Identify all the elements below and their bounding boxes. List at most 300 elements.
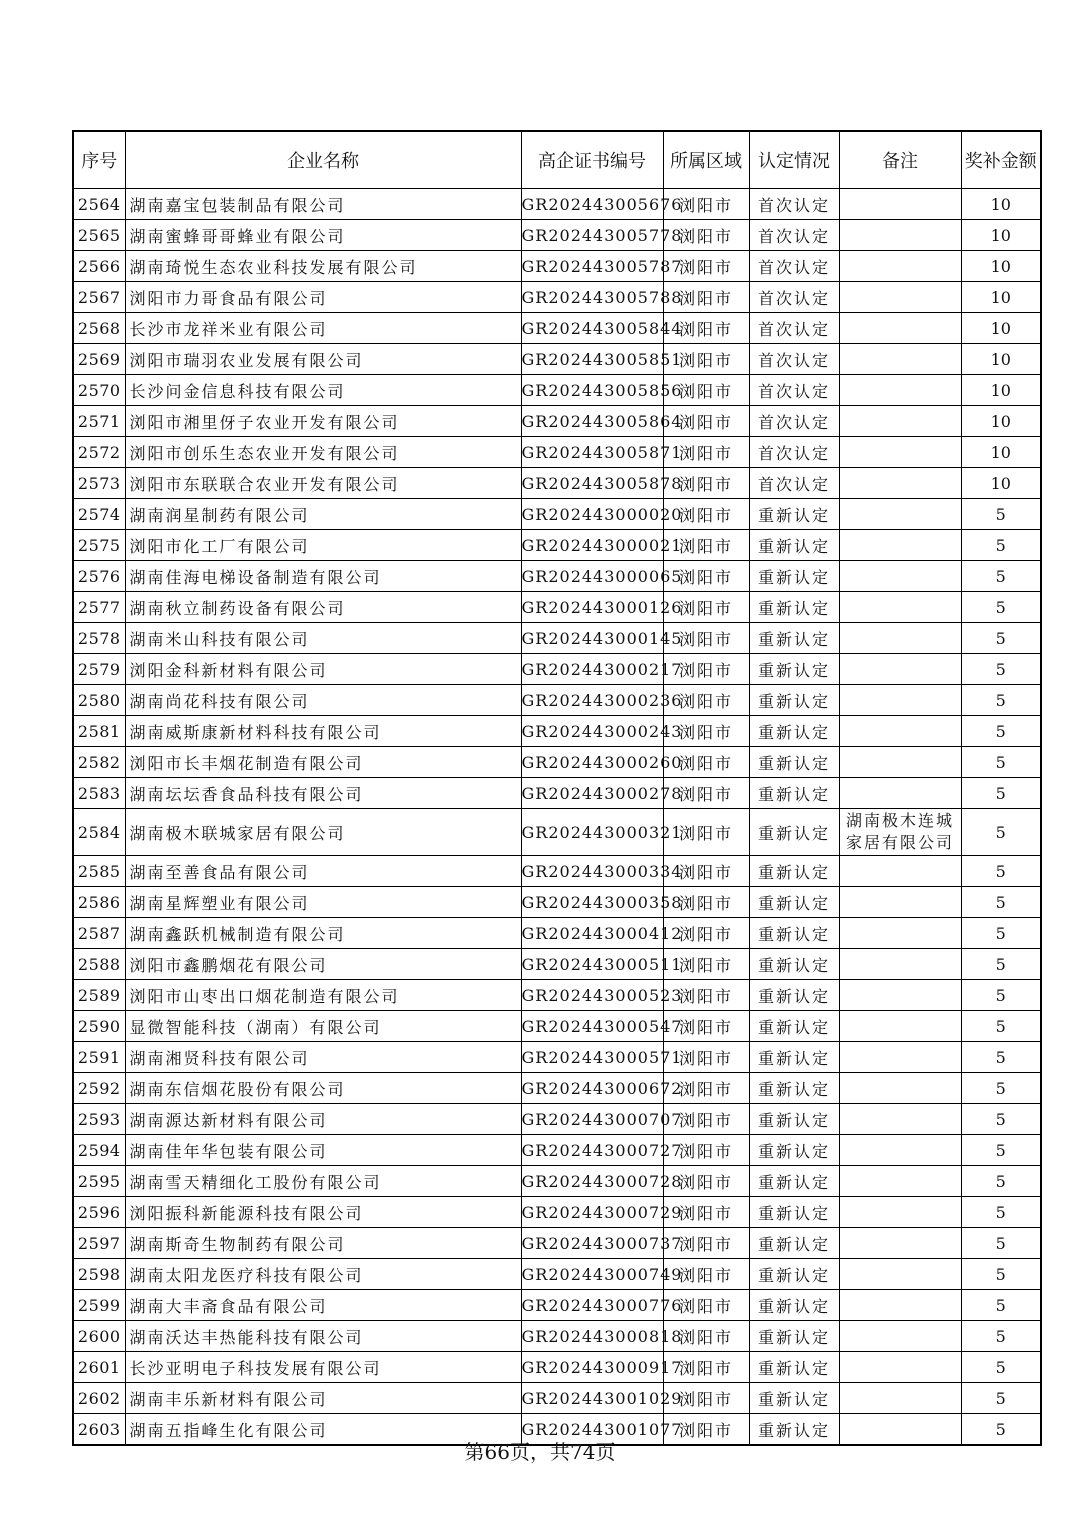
cell-company-name: 湖南鑫跃机械制造有限公司	[125, 918, 521, 949]
table-row	[73, 887, 1041, 918]
header-company-name: 企业名称	[125, 131, 521, 189]
cell-company-name: 湖南斯奇生物制药有限公司	[125, 1228, 521, 1259]
cell-subsidy-amount: 5	[961, 1011, 1041, 1042]
cell-certificate-no: GR202443005844	[521, 313, 663, 344]
cell-serial-no: 2566	[73, 251, 125, 282]
cell-remarks	[839, 980, 961, 1011]
cell-subsidy-amount: 5	[961, 887, 1041, 918]
cell-certificate-no: GR202443000334	[521, 856, 663, 887]
cell-region: 浏阳市	[663, 887, 749, 918]
table-row	[73, 1383, 1041, 1414]
cell-serial-no: 2596	[73, 1197, 125, 1228]
cell-certification-status: 重新认定	[749, 1383, 839, 1414]
header-serial-no: 序号	[73, 131, 125, 189]
cell-certification-status: 重新认定	[749, 809, 839, 856]
cell-certification-status: 首次认定	[749, 406, 839, 437]
cell-region: 浏阳市	[663, 654, 749, 685]
cell-serial-no: 2603	[73, 1414, 125, 1446]
cell-subsidy-amount: 5	[961, 592, 1041, 623]
cell-certificate-no: GR202443000243	[521, 716, 663, 747]
cell-certificate-no: GR202443000571	[521, 1042, 663, 1073]
cell-subsidy-amount: 5	[961, 1290, 1041, 1321]
cell-subsidy-amount: 5	[961, 716, 1041, 747]
cell-remarks	[839, 437, 961, 468]
cell-serial-no: 2602	[73, 1383, 125, 1414]
cell-certificate-no: GR202443005851	[521, 344, 663, 375]
cell-subsidy-amount: 5	[961, 1104, 1041, 1135]
cell-certificate-no: GR202443005856	[521, 375, 663, 406]
cell-serial-no: 2576	[73, 561, 125, 592]
cell-region: 浏阳市	[663, 499, 749, 530]
cell-serial-no: 2586	[73, 887, 125, 918]
cell-remarks	[839, 220, 961, 251]
cell-remarks	[839, 375, 961, 406]
cell-serial-no: 2569	[73, 344, 125, 375]
cell-company-name: 湖南琦悦生态农业科技发展有限公司	[125, 251, 521, 282]
cell-subsidy-amount: 5	[961, 685, 1041, 716]
cell-certification-status: 重新认定	[749, 654, 839, 685]
cell-company-name: 浏阳振科新能源科技有限公司	[125, 1197, 521, 1228]
cell-subsidy-amount: 5	[961, 980, 1041, 1011]
cell-certificate-no: GR202443000727	[521, 1135, 663, 1166]
cell-certificate-no: GR202443000547	[521, 1011, 663, 1042]
cell-certification-status: 重新认定	[749, 1290, 839, 1321]
cell-company-name: 湖南嘉宝包装制品有限公司	[125, 189, 521, 220]
cell-region: 浏阳市	[663, 778, 749, 809]
cell-certificate-no: GR202443005787	[521, 251, 663, 282]
cell-certificate-no: GR202443000358	[521, 887, 663, 918]
cell-certification-status: 重新认定	[749, 1352, 839, 1383]
cell-company-name: 长沙市龙祥米业有限公司	[125, 313, 521, 344]
cell-region: 浏阳市	[663, 1259, 749, 1290]
cell-company-name: 湖南太阳龙医疗科技有限公司	[125, 1259, 521, 1290]
cell-region: 浏阳市	[663, 856, 749, 887]
cell-company-name: 浏阳市长丰烟花制造有限公司	[125, 747, 521, 778]
cell-company-name: 湖南润星制药有限公司	[125, 499, 521, 530]
cell-subsidy-amount: 5	[961, 1414, 1041, 1446]
cell-remarks	[839, 1228, 961, 1259]
cell-certification-status: 重新认定	[749, 1166, 839, 1197]
cell-certification-status: 重新认定	[749, 949, 839, 980]
header-subsidy-amount: 奖补金额	[961, 131, 1041, 189]
cell-remarks	[839, 282, 961, 313]
cell-subsidy-amount: 5	[961, 1352, 1041, 1383]
cell-company-name: 湖南蜜蜂哥哥蜂业有限公司	[125, 220, 521, 251]
cell-remarks	[839, 716, 961, 747]
cell-subsidy-amount: 5	[961, 747, 1041, 778]
cell-company-name: 湖南至善食品有限公司	[125, 856, 521, 887]
table-row	[73, 1352, 1041, 1383]
cell-serial-no: 2598	[73, 1259, 125, 1290]
cell-certification-status: 重新认定	[749, 1259, 839, 1290]
cell-certification-status: 重新认定	[749, 561, 839, 592]
cell-certificate-no: GR202443001029	[521, 1383, 663, 1414]
cell-region: 浏阳市	[663, 1383, 749, 1414]
cell-subsidy-amount: 5	[961, 949, 1041, 980]
cell-serial-no: 2573	[73, 468, 125, 499]
cell-remarks	[839, 189, 961, 220]
table-row	[73, 778, 1041, 809]
cell-certification-status: 重新认定	[749, 887, 839, 918]
cell-region: 浏阳市	[663, 592, 749, 623]
cell-region: 浏阳市	[663, 949, 749, 980]
cell-certification-status: 重新认定	[749, 1414, 839, 1446]
cell-certificate-no: GR202443000672	[521, 1073, 663, 1104]
header-certificate-no: 高企证书编号	[521, 131, 663, 189]
cell-certification-status: 重新认定	[749, 1321, 839, 1352]
table-row	[73, 918, 1041, 949]
cell-serial-no: 2575	[73, 530, 125, 561]
table-row	[73, 980, 1041, 1011]
table-row	[73, 313, 1041, 344]
cell-company-name: 湖南尚花科技有限公司	[125, 685, 521, 716]
cell-certification-status: 重新认定	[749, 1073, 839, 1104]
cell-serial-no: 2572	[73, 437, 125, 468]
cell-remarks	[839, 887, 961, 918]
cell-remarks	[839, 918, 961, 949]
cell-certification-status: 重新认定	[749, 980, 839, 1011]
cell-region: 浏阳市	[663, 980, 749, 1011]
cell-region: 浏阳市	[663, 747, 749, 778]
table-row	[73, 1166, 1041, 1197]
cell-certification-status: 重新认定	[749, 530, 839, 561]
table-row	[73, 1042, 1041, 1073]
cell-certificate-no: GR202443000021	[521, 530, 663, 561]
cell-remarks	[839, 856, 961, 887]
cell-remarks	[839, 592, 961, 623]
cell-certification-status: 重新认定	[749, 778, 839, 809]
cell-company-name: 浏阳市山枣出口烟花制造有限公司	[125, 980, 521, 1011]
cell-certificate-no: GR202443000707	[521, 1104, 663, 1135]
cell-serial-no: 2582	[73, 747, 125, 778]
table-header-row	[73, 131, 1041, 189]
cell-serial-no: 2599	[73, 1290, 125, 1321]
cell-certification-status: 重新认定	[749, 1042, 839, 1073]
cell-remarks	[839, 685, 961, 716]
cell-certificate-no: GR202443005676	[521, 189, 663, 220]
cell-region: 浏阳市	[663, 918, 749, 949]
cell-company-name: 湖南湘贤科技有限公司	[125, 1042, 521, 1073]
cell-remarks	[839, 1197, 961, 1228]
table-row	[73, 1228, 1041, 1259]
cell-remarks: 湖南极木连城家居有限公司	[839, 809, 961, 856]
cell-subsidy-amount: 5	[961, 809, 1041, 856]
cell-region: 浏阳市	[663, 1290, 749, 1321]
cell-company-name: 长沙问金信息科技有限公司	[125, 375, 521, 406]
cell-region: 浏阳市	[663, 437, 749, 468]
cell-certification-status: 重新认定	[749, 1104, 839, 1135]
cell-region: 浏阳市	[663, 1228, 749, 1259]
cell-serial-no: 2580	[73, 685, 125, 716]
cell-region: 浏阳市	[663, 1042, 749, 1073]
cell-region: 浏阳市	[663, 809, 749, 856]
cell-region: 浏阳市	[663, 1073, 749, 1104]
table-row	[73, 406, 1041, 437]
cell-remarks	[839, 654, 961, 685]
cell-certification-status: 首次认定	[749, 344, 839, 375]
cell-company-name: 湖南沃达丰热能科技有限公司	[125, 1321, 521, 1352]
cell-region: 浏阳市	[663, 623, 749, 654]
cell-subsidy-amount: 10	[961, 437, 1041, 468]
cell-certificate-no: GR202443000236	[521, 685, 663, 716]
cell-subsidy-amount: 5	[961, 778, 1041, 809]
cell-region: 浏阳市	[663, 375, 749, 406]
cell-subsidy-amount: 5	[961, 1197, 1041, 1228]
cell-subsidy-amount: 10	[961, 313, 1041, 344]
cell-company-name: 湖南极木联城家居有限公司	[125, 809, 521, 856]
cell-serial-no: 2570	[73, 375, 125, 406]
cell-certificate-no: GR202443005871	[521, 437, 663, 468]
cell-subsidy-amount: 5	[961, 1321, 1041, 1352]
table-row	[73, 856, 1041, 887]
table-row	[73, 344, 1041, 375]
cell-certificate-no: GR202443000126	[521, 592, 663, 623]
cell-subsidy-amount: 5	[961, 499, 1041, 530]
table-row	[73, 1259, 1041, 1290]
cell-subsidy-amount: 5	[961, 1228, 1041, 1259]
cell-serial-no: 2592	[73, 1073, 125, 1104]
cell-serial-no: 2584	[73, 809, 125, 856]
cell-certification-status: 首次认定	[749, 437, 839, 468]
document-page	[72, 130, 1040, 1446]
cell-subsidy-amount: 10	[961, 189, 1041, 220]
cell-certification-status: 重新认定	[749, 1135, 839, 1166]
table-row	[73, 592, 1041, 623]
cell-region: 浏阳市	[663, 1352, 749, 1383]
cell-remarks	[839, 778, 961, 809]
cell-region: 浏阳市	[663, 1414, 749, 1446]
cell-company-name: 湖南佳年华包装有限公司	[125, 1135, 521, 1166]
cell-remarks	[839, 1290, 961, 1321]
cell-remarks	[839, 499, 961, 530]
cell-certification-status: 重新认定	[749, 747, 839, 778]
cell-certification-status: 重新认定	[749, 918, 839, 949]
cell-company-name: 湖南秋立制药设备有限公司	[125, 592, 521, 623]
cell-serial-no: 2587	[73, 918, 125, 949]
cell-remarks	[839, 1042, 961, 1073]
table-row	[73, 623, 1041, 654]
cell-company-name: 浏阳市鑫鹏烟花有限公司	[125, 949, 521, 980]
cell-subsidy-amount: 5	[961, 1383, 1041, 1414]
cell-certification-status: 重新认定	[749, 1228, 839, 1259]
cell-certification-status: 重新认定	[749, 856, 839, 887]
cell-remarks	[839, 530, 961, 561]
cell-certificate-no: GR202443000749	[521, 1259, 663, 1290]
cell-region: 浏阳市	[663, 716, 749, 747]
cell-certification-status: 重新认定	[749, 716, 839, 747]
table-row	[73, 1011, 1041, 1042]
cell-subsidy-amount: 5	[961, 1042, 1041, 1073]
cell-serial-no: 2583	[73, 778, 125, 809]
table-row	[73, 1290, 1041, 1321]
cell-certificate-no: GR202443005788	[521, 282, 663, 313]
cell-certification-status: 首次认定	[749, 251, 839, 282]
cell-serial-no: 2581	[73, 716, 125, 747]
cell-serial-no: 2594	[73, 1135, 125, 1166]
cell-remarks	[839, 1321, 961, 1352]
cell-region: 浏阳市	[663, 251, 749, 282]
cell-company-name: 湖南米山科技有限公司	[125, 623, 521, 654]
cell-company-name: 显微智能科技（湖南）有限公司	[125, 1011, 521, 1042]
table-row	[73, 1321, 1041, 1352]
cell-remarks	[839, 1166, 961, 1197]
table-row	[73, 530, 1041, 561]
cell-company-name: 浏阳市湘里伢子农业开发有限公司	[125, 406, 521, 437]
cell-company-name: 湖南源达新材料有限公司	[125, 1104, 521, 1135]
cell-certificate-no: GR202443000511	[521, 949, 663, 980]
cell-remarks	[839, 251, 961, 282]
cell-subsidy-amount: 5	[961, 1073, 1041, 1104]
header-certification-status: 认定情况	[749, 131, 839, 189]
cell-certificate-no: GR202443000321	[521, 809, 663, 856]
cell-remarks	[839, 344, 961, 375]
cell-region: 浏阳市	[663, 189, 749, 220]
cell-company-name: 浏阳市创乐生态农业开发有限公司	[125, 437, 521, 468]
cell-serial-no: 2597	[73, 1228, 125, 1259]
cell-certification-status: 重新认定	[749, 685, 839, 716]
cell-region: 浏阳市	[663, 468, 749, 499]
table-row	[73, 716, 1041, 747]
cell-subsidy-amount: 10	[961, 282, 1041, 313]
cell-certificate-no: GR202443000728	[521, 1166, 663, 1197]
cell-certificate-no: GR202443000523	[521, 980, 663, 1011]
cell-certificate-no: GR202443000818	[521, 1321, 663, 1352]
cell-region: 浏阳市	[663, 561, 749, 592]
cell-company-name: 湖南丰乐新材料有限公司	[125, 1383, 521, 1414]
cell-region: 浏阳市	[663, 530, 749, 561]
cell-serial-no: 2568	[73, 313, 125, 344]
cell-subsidy-amount: 5	[961, 623, 1041, 654]
cell-company-name: 湖南威斯康新材料科技有限公司	[125, 716, 521, 747]
enterprise-table	[72, 130, 1042, 1446]
cell-remarks	[839, 1135, 961, 1166]
cell-remarks	[839, 1383, 961, 1414]
cell-remarks	[839, 406, 961, 437]
cell-serial-no: 2589	[73, 980, 125, 1011]
cell-company-name: 湖南佳海电梯设备制造有限公司	[125, 561, 521, 592]
cell-serial-no: 2578	[73, 623, 125, 654]
cell-remarks	[839, 747, 961, 778]
cell-serial-no: 2564	[73, 189, 125, 220]
cell-company-name: 浏阳市瑞羽农业发展有限公司	[125, 344, 521, 375]
cell-serial-no: 2595	[73, 1166, 125, 1197]
cell-subsidy-amount: 10	[961, 375, 1041, 406]
cell-certificate-no: GR202443005864	[521, 406, 663, 437]
cell-remarks	[839, 313, 961, 344]
cell-region: 浏阳市	[663, 1321, 749, 1352]
cell-subsidy-amount: 5	[961, 654, 1041, 685]
cell-subsidy-amount: 5	[961, 530, 1041, 561]
table-row	[73, 220, 1041, 251]
cell-certification-status: 重新认定	[749, 1011, 839, 1042]
cell-subsidy-amount: 5	[961, 561, 1041, 592]
cell-serial-no: 2574	[73, 499, 125, 530]
table-row	[73, 251, 1041, 282]
cell-certification-status: 重新认定	[749, 623, 839, 654]
cell-remarks	[839, 1073, 961, 1104]
cell-subsidy-amount: 10	[961, 406, 1041, 437]
cell-remarks	[839, 949, 961, 980]
cell-serial-no: 2565	[73, 220, 125, 251]
cell-company-name: 浏阳市力哥食品有限公司	[125, 282, 521, 313]
cell-certification-status: 重新认定	[749, 1197, 839, 1228]
cell-serial-no: 2585	[73, 856, 125, 887]
page-number-footer: 第66页，共74页	[464, 1440, 616, 1464]
cell-certificate-no: GR202443000278	[521, 778, 663, 809]
cell-certificate-no: GR202443000217	[521, 654, 663, 685]
cell-certificate-no: GR202443000145	[521, 623, 663, 654]
table-row	[73, 375, 1041, 406]
table-row	[73, 499, 1041, 530]
cell-region: 浏阳市	[663, 282, 749, 313]
header-region: 所属区域	[663, 131, 749, 189]
cell-remarks	[839, 1104, 961, 1135]
cell-region: 浏阳市	[663, 313, 749, 344]
cell-subsidy-amount: 5	[961, 856, 1041, 887]
cell-remarks	[839, 1259, 961, 1290]
cell-region: 浏阳市	[663, 406, 749, 437]
cell-serial-no: 2577	[73, 592, 125, 623]
cell-remarks	[839, 1011, 961, 1042]
cell-subsidy-amount: 5	[961, 1259, 1041, 1290]
cell-certificate-no: GR202443000917	[521, 1352, 663, 1383]
cell-region: 浏阳市	[663, 344, 749, 375]
cell-company-name: 长沙亚明电子科技发展有限公司	[125, 1352, 521, 1383]
cell-serial-no: 2571	[73, 406, 125, 437]
table-row	[73, 654, 1041, 685]
cell-company-name: 浏阳市东联联合农业开发有限公司	[125, 468, 521, 499]
cell-certificate-no: GR202443000737	[521, 1228, 663, 1259]
cell-certificate-no: GR202443000412	[521, 918, 663, 949]
table-row	[73, 685, 1041, 716]
cell-company-name: 湖南星辉塑业有限公司	[125, 887, 521, 918]
table-row	[73, 282, 1041, 313]
cell-certification-status: 重新认定	[749, 499, 839, 530]
cell-subsidy-amount: 5	[961, 1166, 1041, 1197]
cell-remarks	[839, 1352, 961, 1383]
cell-serial-no: 2588	[73, 949, 125, 980]
header-remarks: 备注	[839, 131, 961, 189]
cell-remarks	[839, 561, 961, 592]
cell-certification-status: 首次认定	[749, 282, 839, 313]
table-row	[73, 949, 1041, 980]
cell-serial-no: 2567	[73, 282, 125, 313]
cell-certificate-no: GR202443000065	[521, 561, 663, 592]
cell-certificate-no: GR202443000776	[521, 1290, 663, 1321]
cell-subsidy-amount: 5	[961, 1135, 1041, 1166]
cell-certificate-no: GR202443005778	[521, 220, 663, 251]
cell-serial-no: 2591	[73, 1042, 125, 1073]
cell-serial-no: 2601	[73, 1352, 125, 1383]
cell-region: 浏阳市	[663, 1104, 749, 1135]
cell-remarks	[839, 623, 961, 654]
cell-certification-status: 首次认定	[749, 468, 839, 499]
cell-region: 浏阳市	[663, 1197, 749, 1228]
cell-certificate-no: GR202443001077	[521, 1414, 663, 1446]
table-row	[73, 189, 1041, 220]
cell-certification-status: 首次认定	[749, 189, 839, 220]
cell-region: 浏阳市	[663, 1135, 749, 1166]
cell-subsidy-amount: 10	[961, 468, 1041, 499]
cell-certification-status: 重新认定	[749, 592, 839, 623]
cell-remarks	[839, 468, 961, 499]
cell-company-name: 湖南坛坛香食品科技有限公司	[125, 778, 521, 809]
cell-subsidy-amount: 10	[961, 344, 1041, 375]
cell-company-name: 湖南东信烟花股份有限公司	[125, 1073, 521, 1104]
table-row	[73, 1104, 1041, 1135]
cell-certification-status: 首次认定	[749, 220, 839, 251]
cell-region: 浏阳市	[663, 1166, 749, 1197]
